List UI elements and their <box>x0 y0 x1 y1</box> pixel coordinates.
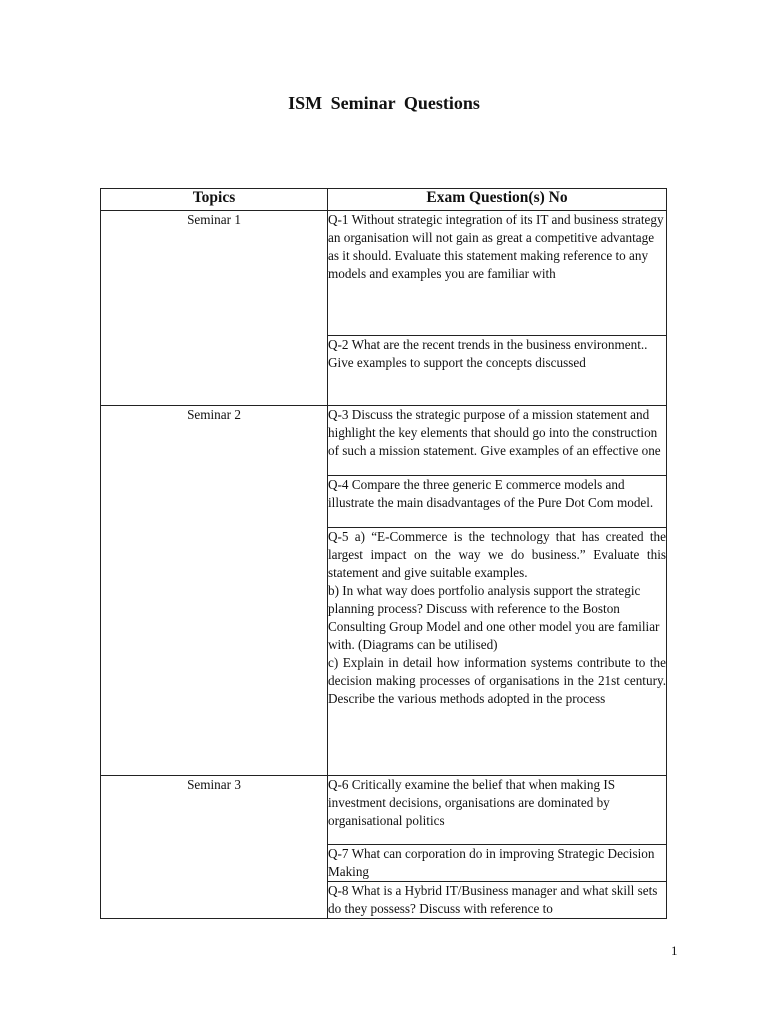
question-q1: Q-1 Without strategic integration of its IT and business strategy an organisation will not gain as great a competitive advantage as it should. Evaluate this statement making reference to any models and examples you are familiar with <box>328 211 667 336</box>
header-exam-questions: Exam Question(s) No <box>328 189 667 211</box>
question-q8: Q-8 What is a Hybrid IT/Business manager and what skill sets do they possess? Discuss with reference to <box>328 882 667 919</box>
question-q5c: c) Explain in detail how information systems contribute to the decision making processes of organisations in the 21st century. Describe the various methods adopted in the process <box>328 655 666 706</box>
table-header-row <box>101 189 667 211</box>
table-row <box>101 211 667 336</box>
question-q7: Q-7 What can corporation do in improving Strategic Decision Making <box>328 845 667 882</box>
topic-seminar-3: Seminar 3 <box>101 776 328 919</box>
table-row <box>101 406 667 476</box>
seminar-questions-table <box>100 188 667 919</box>
question-q5b: b) In what way does portfolio analysis support the strategic planning process? Discuss with reference to the Boston Consulting Group Model and one other model you are familiar with. (Diagrams can be utilised) <box>328 583 660 652</box>
question-q3: Q-3 Discuss the strategic purpose of a mission statement and highlight the key elements that should go into the construction of such a mission statement. Give examples of an effective one <box>328 406 667 476</box>
header-topics: Topics <box>101 189 328 211</box>
question-q5 <box>328 528 667 776</box>
topic-seminar-1: Seminar 1 <box>101 211 328 406</box>
page-title: ISM Seminar Questions <box>288 93 480 113</box>
topic-seminar-2: Seminar 2 <box>101 406 328 776</box>
table-row <box>101 776 667 845</box>
question-q4: Q-4 Compare the three generic E commerce models and illustrate the main disadvantages of the Pure Dot Com model. <box>328 476 667 528</box>
question-q6: Q-6 Critically examine the belief that when making IS investment decisions, organisations are dominated by organisational politics <box>328 776 667 845</box>
question-q5a: Q-5 a) “E-Commerce is the technology that has created the largest impact on the way we do business.” Evaluate this statement and give suitable examples. <box>328 529 666 580</box>
question-q2: Q-2 What are the recent trends in the business environment.. Give examples to support the concepts discussed <box>328 336 667 406</box>
page-number: 1 <box>671 943 678 958</box>
